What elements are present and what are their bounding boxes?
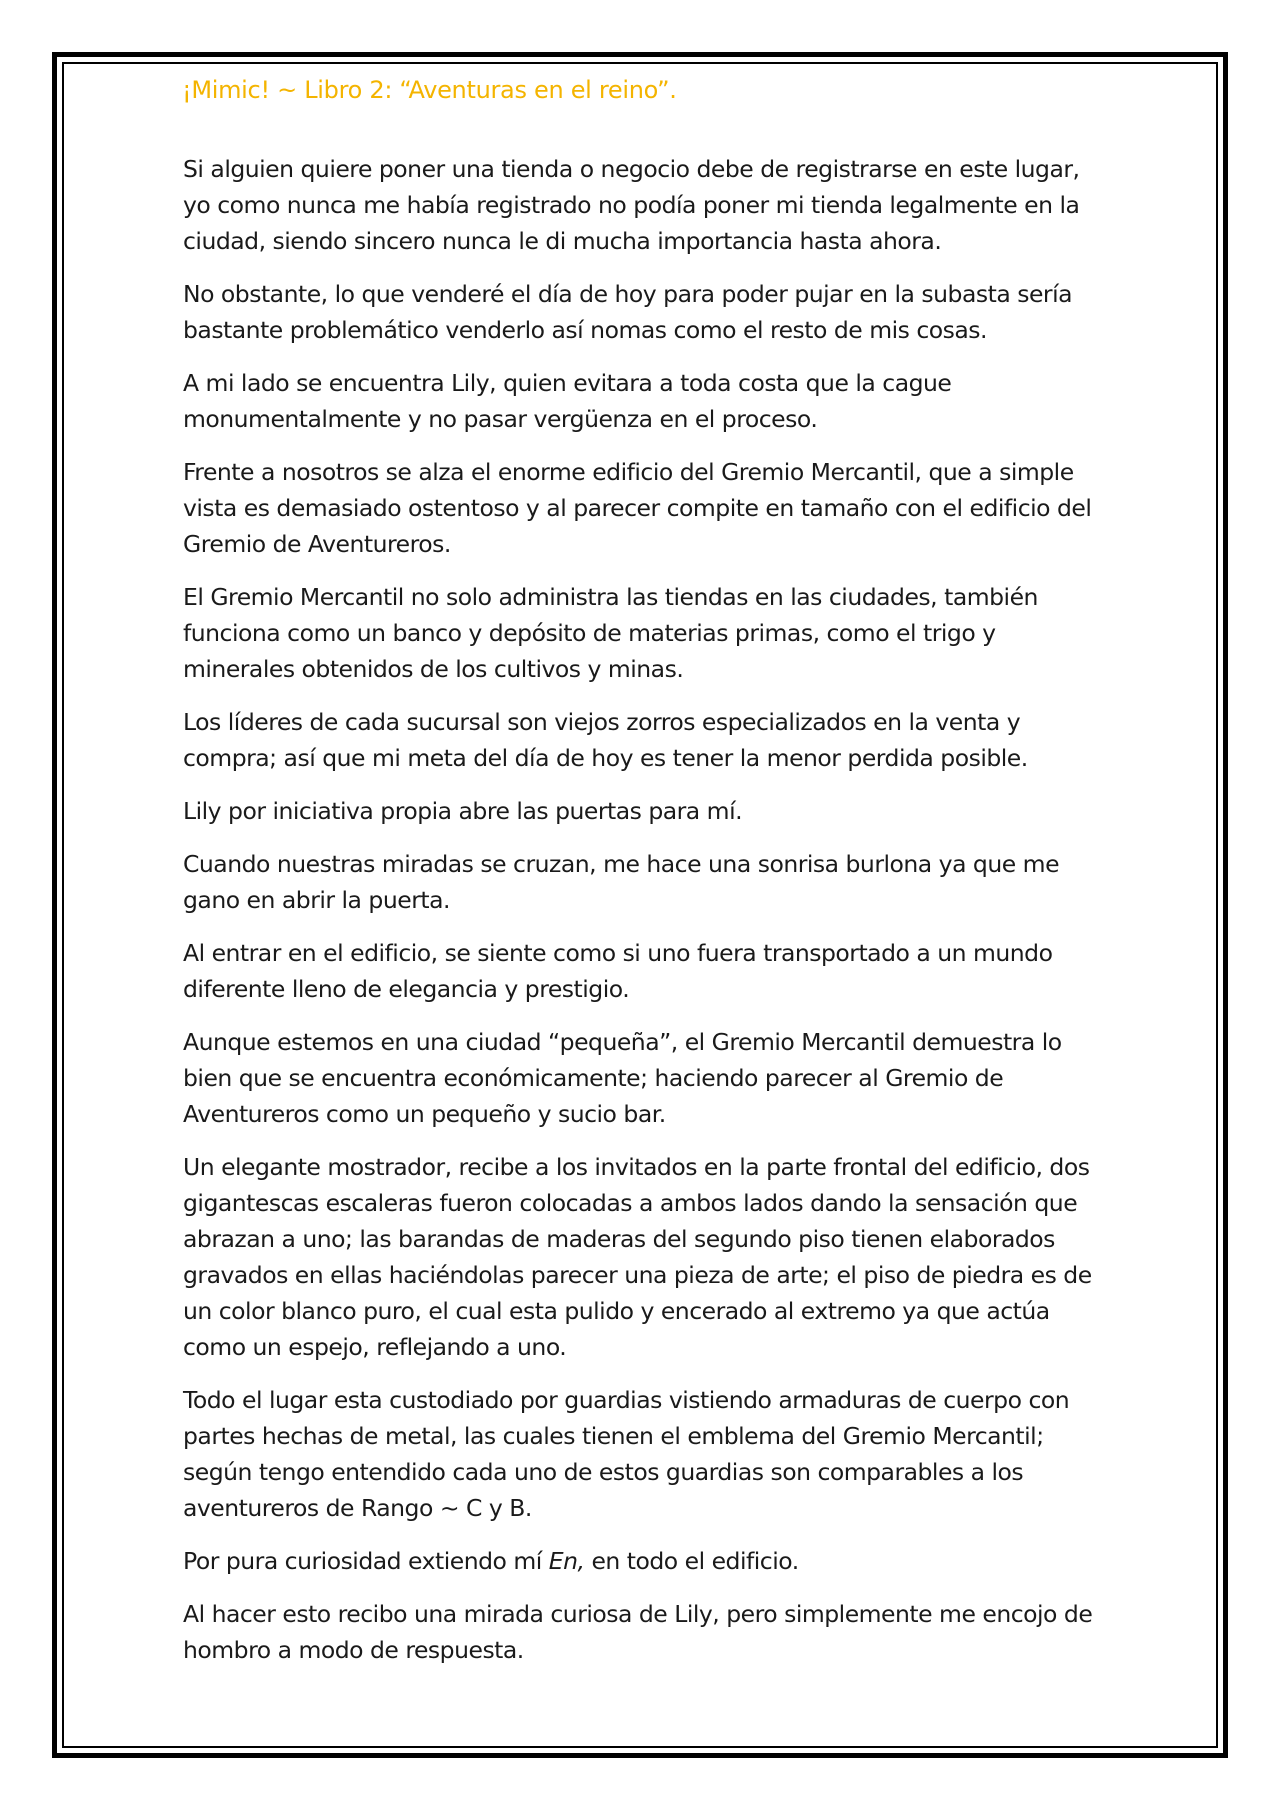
paragraph-en [183,1543,1113,1579]
book-header-title: ¡Mimic! ~ Libro 2: “Aventuras en el reino”. [182,76,677,104]
paragraph: Si alguien quiere poner una tienda o negocio debe de registrarse en este lugar, yo como nunca me había registrado no podía poner mi tienda legalmente en la ciudad, siendo sincero nunca le di mucha importancia hasta ahora. [183,155,1080,255]
en-skill-name: En, [548,1547,585,1575]
paragraph-en-after: en todo el edificio. [584,1547,799,1575]
paragraph: Los líderes de cada sucursal son viejos zorros especializados en la venta y compra; así que mi meta del día de hoy es tener la menor perdida posible. [183,708,1028,772]
paragraph: Al entrar en el edificio, se siente como si uno fuera transportado a un mundo diferente lleno de elegancia y prestigio. [183,939,1053,1003]
paragraph: Todo el lugar esta custodiado por guardias vistiendo armaduras de cuerpo con partes hechas de metal, las cuales tienen el emblema del Gremio Mercantil; según tengo entendido cada uno de estos guardias son comparables a los aventureros de Rango ~ C y B. [183,1386,1070,1522]
paragraph: Cuando nuestras miradas se cruzan, me hace una sonrisa burlona ya que me gano en abrir la puerta. [183,850,1060,914]
paragraph: El Gremio Mercantil no solo administra las tiendas en las ciudades, también funciona como un banco y depósito de materias primas, como el trigo y minerales obtenidos de los cultivos y minas. [183,583,1038,683]
paragraph: Frente a nosotros se alza el enorme edificio del Gremio Mercantil, que a simple vista es demasiado ostentoso y al parecer compite en tamaño con el edificio del Gremio de Aventureros. [183,458,1092,558]
paragraph: Al hacer esto recibo una mirada curiosa de Lily, pero simplemente me encojo de hombro a modo de respuesta. [183,1600,1093,1664]
paragraph: A mi lado se encuentra Lily, quien evitara a toda costa que la cague monumentalmente y no pasar vergüenza en el proceso. [183,369,952,433]
paragraph: Un elegante mostrador, recibe a los invitados en la parte frontal del edificio, dos gigantescas escaleras fueron colocadas a ambos lados dando la sensación que abrazan a uno; las barandas de maderas del segundo piso tienen elaborados gravados en ellas haciéndolas parecer una pieza de arte; el piso de piedra es de un color blanco puro, el cual esta pulido y encerado al extremo ya que actúa como un espejo, reflejando a uno. [183,1153,1092,1361]
paragraph: Lily por iniciativa propia abre las puertas para mí. [183,797,743,825]
body-text [183,151,1113,1685]
paragraph: Aunque estemos en una ciudad “pequeña”, el Gremio Mercantil demuestra lo bien que se encuentra económicamente; haciendo parecer al Gremio de Aventureros como un pequeño y sucio bar. [183,1028,1062,1128]
paragraph-en-before: Por pura curiosidad extiendo mí [183,1547,549,1575]
paragraph: No obstante, lo que venderé el día de hoy para poder pujar en la subasta sería bastante problemático venderlo así nomas como el resto de mis cosas. [183,280,1072,344]
